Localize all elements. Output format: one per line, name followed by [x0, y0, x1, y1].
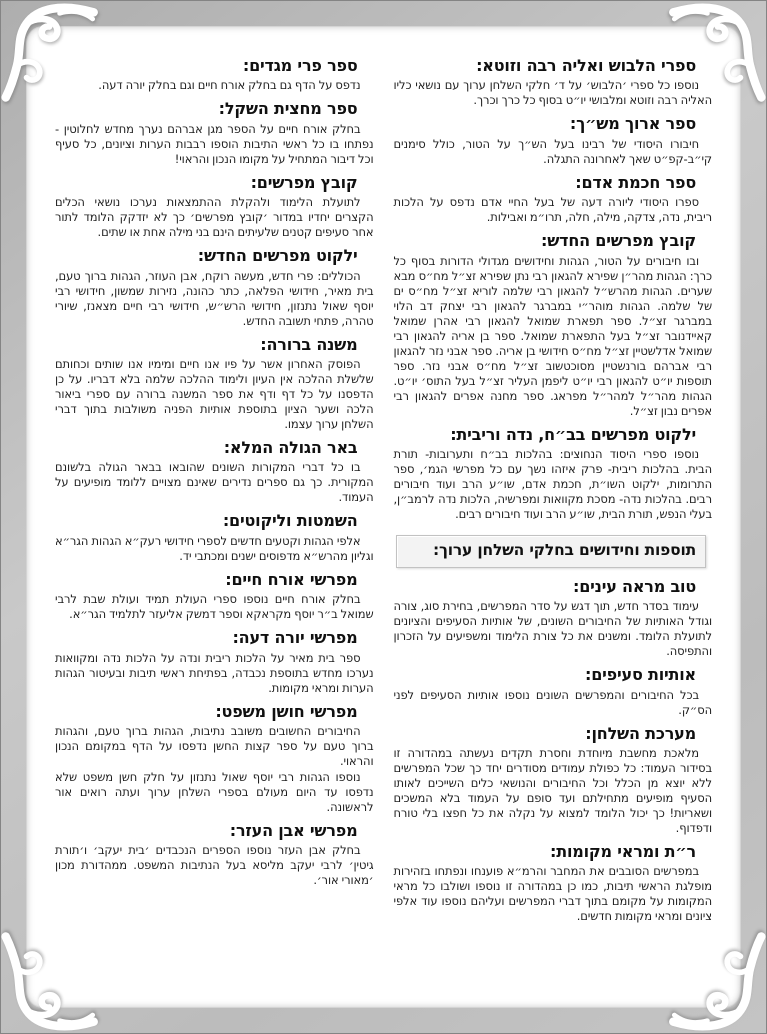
section-paragraph: עימוד בסדר חדש, תוך דגש על סדר המפרשים, בחירת סוג, צורה וגודל האותיות של החיבורים השונים, של אותיות הסעיפים והציונים לתועלת הלומד. ומשנים את כל צורת הלימוד ומשפיעים על הזכרון והתפיסה. — [393, 599, 712, 659]
section-heading: ספר חכמת אדם: — [575, 172, 696, 192]
section-paragraph: בחלק אבן העזר נוספו הספרים הנכבדים ׳בית יעקב׳ ו׳תורת גיטין׳ לרבי יעקב מליסא בעל הנתיבות המשפט. ממהדורת מכון ׳מאורי אור׳. — [55, 843, 374, 888]
book-section — [394, 57, 713, 108]
section-heading: מערכת השלחן: — [585, 723, 696, 743]
section-paragraph: מלאכת מחשבת מיוחדת וחסרת תקדים נעשתה במהדורה זו בסידור העמוד: כל כפולת עמודים מסודרים יחד כך שכל המפרשים ללא יוצא מן הכלל וכל החיבורים והנושאי כלים השייכים לאותו הסעיף מופיעים מתחילתם ועד סופם על העמוד בלא המשכים ושאריות! כך יכול הלומד למצוא על נקלה את כל חפצו בלי טורח ודפדוף. — [393, 745, 712, 835]
section-paragraph: לתועלת הלימוד ולהקלת ההתמצאות נערכו נושאי הכלים הקצרים יחדיו במדור ׳קובץ מפרשים׳ כך לא יזדקק הלומד לתור אחר סעיפים קטנים שלעיתים הינם בני מילה אחת או שתים. — [55, 195, 374, 240]
column-right — [394, 57, 713, 985]
book-section — [55, 174, 374, 240]
section-paragraph: החיבורים החשובים משובב נתיבות, הגהות ברוך טעם, והגהות ברוך טעם על ספר קצות החשן נדפסו על הדף במקומם הנכון והראוי. — [55, 723, 374, 768]
book-section — [55, 629, 374, 695]
section-paragraph: אלפי הגהות וקטעים חדשים לספרי חידושי רעק״א הגהות הגר״א וגליון מהרש״א מדפוסים ישנים ומכתבי יד. — [55, 533, 374, 563]
section-heading: ספרי הלבוש ואליה רבה וזוטא: — [476, 57, 696, 75]
column-left — [55, 57, 374, 985]
section-paragraph: נוספו כל ספרי ׳הלבוש׳ על ד׳ חלקי השלחן ערוך עם נושאי כליו האליה רבה וזוטא ומלבושי יו״ט בסוף כל כרך וכרך. — [393, 78, 712, 108]
section-heading: באר הגולה המלא: — [223, 437, 358, 457]
book-section — [55, 57, 374, 93]
section-heading: טוב מראה עינים: — [573, 576, 696, 596]
book-section — [394, 666, 713, 717]
book-section — [55, 247, 374, 328]
section-paragraph: נדפס על הדף גם בחלק אורח חיים וגם בחלק יורה דעה. — [98, 78, 361, 93]
section-paragraph: נוספו הגהות רבי יוסף שאול נתנזון על חלק חשן משפט שלא נדפסו עד היום מעולם בספרי השלחן ערוך ועתה רואים אור לראשונה. — [55, 769, 374, 814]
section-paragraph: חיבורו היסודי של רבינו בעל הש״ך על הטור, כולל סימנים קי״ב-קפ״ט שאך לאחרונה התגלה. — [393, 136, 712, 166]
book-section — [394, 115, 713, 166]
section-paragraph: הכוללים: פרי חדש, מעשה רוקח, אבן העוזר, הגהות ברוך טעם, בית מאיר, חידושי הפלאה, כתר כהונה, נזירות שמשון, חידושי רבי יוסף שאול נתנזון, חידושי הרש״ש, חידושי רבי חיים מצאנז, שיורי טהרה, פתחי תשובה החדש. — [55, 268, 374, 328]
section-paragraph: במפרשים הסובבים את המחבר והרמ״א פוענחו ונפתחו בזהירות מופלגת הראשי תיבות, כמו כן במהדורה זו נוספו ושולבו כל מראי המקומות על מקומם בתוך דברי המפרשים ועליהם נוספו עוד אלפי ציונים ומראי מקומות חדשים. — [393, 864, 712, 924]
book-section — [394, 174, 713, 225]
book-section — [394, 843, 713, 924]
section-heading: ילקוט מפרשים בב״ח, נדה וריבית: — [450, 424, 696, 444]
section-heading: מפרשי חושן משפט: — [215, 701, 358, 721]
book-section — [394, 725, 713, 836]
section-paragraph: בו כל דברי המקורות השונים שהובאו בבאר הגולה בלשונם המקורית. כך גם ספרים נדירים שאינם מצויים ללומד מופיעים על העמוד. — [55, 460, 374, 505]
section-heading: ספר פרי מגדים: — [242, 57, 358, 75]
page-content — [55, 57, 712, 985]
book-section — [394, 232, 713, 418]
section-heading: ילקוט מפרשים החדש: — [197, 246, 358, 266]
section-heading: מפרשי אבן העזר: — [229, 820, 358, 840]
section-heading: אותיות סעיפים: — [585, 665, 696, 685]
section-heading: ספר ארוך מש״ך: — [569, 114, 696, 134]
section-paragraph: ובו חיבורים על הטור, הגהות וחידושים מגדולי הדורות בסוף כל כרך: הגהות מהר״ן שפירא להגאון רבי נתן שפירא זצ״ל מח״ס מבא שערים. הגהות מהרש״ל להגאון רבי שלמה לוריא זצ״ל מח״ס ים של שלמה. הגהות מוהר״י במברגר להגאון רבי יצחק דב הלוי במברגר זצ״ל. ספר תפארת שמואל להגאון רבי אהרן שמואל קאיידנובר זצ״ל בעל התפארת שמואל. ספר בן אריה להגאון רבי שמואל אדלשטיין זצ״ל מח״ס חידושי בן אריה. ספר אבני נזר להגאון רבי אברהם בורנשטיין מסוכטשוב זצ״ל מח״ס אבני נזר. ספר תוספות יו״ט להגאון רבי יו״ט ליפמן העליר זצ״ל בעל התוס׳ יו״ט. הגהות מהר״ל למהר״ל מפראג. ספר מחנה אפרים להגאון רבי אפרים נבון זצ״ל. — [393, 253, 712, 418]
book-section — [55, 336, 374, 432]
section-heading: משנה ברורה: — [260, 334, 358, 354]
section-heading: קובץ מפרשים: — [250, 172, 358, 192]
section-paragraph: נוספו ספרי היסוד הנחוצים: בהלכות בב״ח ותערובות- תורת הבית. בהלכות ריבית- פרק איזהו נשך עם כל מפרשי הגמ׳, ספר התרומות, ילקוט השו״ת, חכמת אדם, שו״ע הרב ועוד חיבורים רבים. בהלכות נדה- מסכת מקוואות ומפרשיה, הלכות נדה לרמב״ן, בעלי הנפש, תורת הבית, שו״ע הרב ועוד חיבורים רבים. — [393, 446, 712, 521]
section-heading: השמטות וליקוטים: — [222, 511, 358, 531]
book-section — [55, 512, 374, 563]
book-section — [55, 439, 374, 505]
section-paragraph: בכל החיבורים והמפרשים השונים נוספו אותיות הסעיפים לפני הס״ק. — [393, 687, 712, 717]
book-section — [394, 535, 713, 568]
section-paragraph: ספר בית מאיר על הלכות ריבית ונדה על הלכות נדה ומקוואות נערכו מחדש בתוספת נכבדה, בפתיחת ראשי תיבות ובעיטור הגהות הערות ומראי מקומות. — [55, 650, 374, 695]
section-heading: מפרשי יורה דעה: — [232, 628, 358, 648]
section-heading: ר״ת ומראי מקומות: — [550, 841, 696, 861]
book-section — [55, 703, 374, 815]
section-paragraph: בחלק אורח חיים נוספו ספרי העולת תמיד ועולת שבת לרבי שמואל ב״ר יוסף מקראקא וספר דמשק אליעזר לתלמיד הגר״א. — [55, 592, 374, 622]
section-heading: קובץ מפרשים החדש: — [541, 231, 696, 251]
section-heading: מפרשי אורח חיים: — [225, 569, 358, 589]
section-heading: ספר מחצית השקל: — [218, 99, 358, 119]
boxed-section-heading: תוספות וחידושים בחלקי השלחן ערוך: — [396, 535, 707, 568]
book-section — [394, 578, 713, 659]
paper-sheet — [27, 27, 740, 1007]
book-section — [55, 571, 374, 622]
book-section — [55, 822, 374, 888]
section-paragraph: הפוסק האחרון אשר על פיו אנו חיים ומימיו אנו שותים וכחותם שלשלת ההלכה אין העיון ולימוד ההלכה שלמה בלא דבריו. על כן הדפסנו על כל דף ודף את ספר המשנה ברורה עם ספרי ביאור הלכה ושער הציון בתוספת אותיות הפניה משולבות בתוך דברי השלחן ערוך עצמו. — [55, 356, 374, 431]
section-paragraph: בחלק אורח חיים על הספר מגן אברהם נערך מחדש לחלוטין - נפתחו בו כל ראשי התיבות הוספו רבבות הערות וציונים, כל סעיף וכל דיבור המתחיל על מקומו הנכון והראוי! — [55, 121, 374, 166]
book-section — [55, 100, 374, 166]
book-section — [394, 426, 713, 522]
section-paragraph: ספרו היסודי ליורה דעה של בעל החיי אדם נדפס על הלכות ריבית, נדה, צדקה, מילה, חלה, תרו״מ ואבילות. — [393, 195, 712, 225]
